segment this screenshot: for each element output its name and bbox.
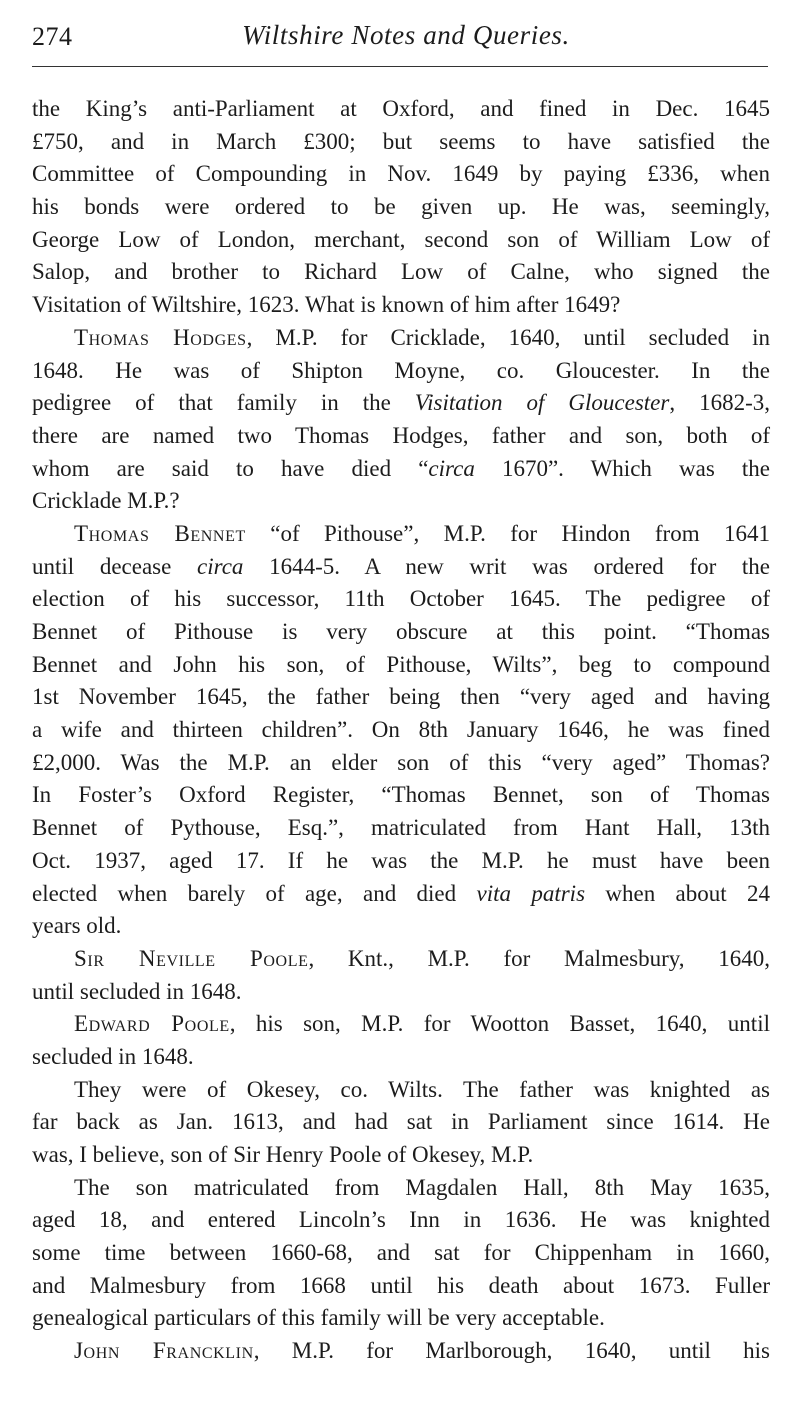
text-run: until secluded in 1648.: [32, 978, 242, 1004]
page-header: [32, 18, 768, 62]
text-line: [32, 551, 770, 584]
text-run: “of Pithouse”, M.P. for Hindon from 1641: [245, 520, 770, 546]
member-name: Thomas Hodges: [74, 324, 247, 350]
member-name: John Francklin: [74, 1338, 254, 1364]
text-run: , M.P. for Marlborough, 1640, until his: [253, 1338, 770, 1364]
text-line: [32, 779, 770, 812]
text-line: [32, 1041, 770, 1074]
text-run: Committee of Compounding in Nov. 1649 by paying £336, when: [32, 161, 770, 187]
text-line: [32, 649, 770, 682]
text-run: was, I believe, son of Sir Henry Poole of Okesey, M.P.: [32, 1142, 534, 1167]
text-run: far back as Jan. 1613, and had sat in Parliament since 1614. He: [32, 1109, 770, 1135]
member-name: Sir Neville Poole: [74, 945, 309, 971]
text-run: , M.P. for Cricklade, 1640, until secluded in: [246, 324, 770, 350]
header-rule: [32, 66, 768, 67]
text-run: pedigree of that family in the: [32, 390, 415, 416]
text-run: when about 24: [585, 880, 771, 906]
text-run: 1648. He was of Shipton Moyne, co. Gloucester. In the: [32, 357, 770, 383]
text-line: [32, 910, 770, 943]
text-line: [32, 976, 770, 1009]
text-line: [32, 845, 770, 878]
text-run: George Low of London, merchant, second son of William Low of: [32, 226, 770, 252]
text-run: They were of Okesey, co. Wilts. The father was knighted as: [74, 1076, 770, 1102]
text-run: , his son, M.P. for Wootton Basset, 1640, until: [229, 1011, 770, 1037]
text-line: [32, 1172, 770, 1205]
text-line: [32, 518, 770, 551]
text-run: , Knt., M.P. for Malmesbury, 1640,: [308, 945, 770, 971]
text-run: a wife and thirteen children”. On 8th January 1646, he was fined: [32, 717, 770, 743]
text-run: elected when barely of age, and died: [32, 880, 477, 906]
member-name: Thomas Bennet: [74, 520, 246, 546]
text-run: Bennet and John his son, of Pithouse, Wilts”, beg to compound: [32, 651, 770, 677]
running-title: Wiltshire Notes and Queries.: [242, 20, 570, 50]
text-run: genealogical particulars of this family will be very acceptable.: [32, 1305, 605, 1331]
text-line: [32, 616, 770, 649]
text-line: [32, 583, 770, 616]
text-run: Salop, and brother to Richard Low of Calne, who signed the: [32, 259, 770, 285]
text-line: [32, 1270, 770, 1303]
text-run: aged 18, and entered Lincoln’s Inn in 1636. He was knighted: [32, 1207, 770, 1233]
text-line: [32, 1106, 770, 1139]
text-line: [32, 681, 770, 714]
text-line: [32, 453, 770, 486]
text-run: Bennet of Pithouse is very obscure at this point. “Thomas: [32, 619, 770, 644]
text-line: [32, 1335, 770, 1368]
text-line: [32, 355, 770, 388]
text-run: £2,000. Was the M.P. an elder son of this “very aged” Thomas?: [32, 749, 770, 775]
italic-text: circa: [428, 455, 475, 481]
text-line: [32, 1204, 770, 1237]
body-text: [32, 93, 770, 1368]
text-run: some time between 1660-68, and sat for Chippenham in 1660,: [32, 1240, 770, 1266]
text-line: [32, 1008, 770, 1041]
text-line: [32, 158, 770, 191]
text-run: his bonds were ordered to be given up. He was, seemingly,: [32, 194, 770, 220]
text-run: , 1682-3,: [669, 390, 770, 416]
text-line: [32, 943, 770, 976]
italic-text: circa: [197, 553, 244, 579]
text-run: and Malmesbury from 1668 until his death about 1673. Fuller: [32, 1272, 770, 1298]
text-line: [32, 191, 770, 224]
text-run: 1644-5. A new writ was ordered for the: [243, 553, 770, 579]
text-run: £750, and in March £300; but seems to have satisfied the: [32, 128, 770, 154]
text-run: 1st November 1645, the father being then “very aged and having: [32, 684, 770, 710]
text-run: 1670”. Which was the: [474, 455, 770, 481]
text-run: In Foster’s Oxford Register, “Thomas Bennet, son of Thomas: [32, 782, 770, 808]
text-line: [32, 1302, 770, 1335]
text-line: [32, 747, 770, 780]
text-run: there are named two Thomas Hodges, father and son, both of: [32, 422, 770, 448]
text-line: [32, 387, 770, 420]
text-line: [32, 322, 770, 355]
text-line: [32, 1074, 770, 1107]
text-run: whom are said to have died “: [32, 455, 429, 481]
text-line: [32, 714, 770, 747]
text-run: Bennet of Pythouse, Esq.”, matriculated from Hant Hall, 13th: [32, 815, 770, 841]
member-name: Edward Poole: [74, 1011, 230, 1037]
text-line: [32, 256, 770, 289]
text-run: election of his successor, 11th October 1645. The pedigree of: [32, 586, 770, 612]
text-run: until decease: [32, 553, 197, 579]
text-line: [32, 1139, 770, 1172]
text-run: Oct. 1937, aged 17. If he was the M.P. he must have been: [32, 847, 770, 873]
italic-text: vita patris: [476, 880, 586, 906]
text-line: [32, 485, 770, 518]
text-line: [32, 126, 770, 159]
text-line: [32, 224, 770, 257]
text-run: The son matriculated from Magdalen Hall, 8th May 1635,: [74, 1174, 770, 1200]
page-number: 274: [32, 22, 73, 51]
italic-text: Visitation of Gloucester: [414, 390, 670, 416]
text-run: years old.: [32, 913, 122, 939]
text-run: Visitation of Wiltshire, 1623. What is known of him after 1649?: [32, 292, 621, 318]
text-line: [32, 420, 770, 453]
text-line: [32, 1237, 770, 1270]
text-line: [32, 289, 770, 322]
text-line: [32, 878, 770, 911]
text-line: [32, 812, 770, 845]
text-line: [32, 93, 770, 126]
text-run: Cricklade M.P.?: [32, 488, 180, 514]
text-run: secluded in 1648.: [32, 1043, 194, 1069]
text-run: the King’s anti-Parliament at Oxford, and fined in Dec. 1645: [32, 96, 770, 121]
